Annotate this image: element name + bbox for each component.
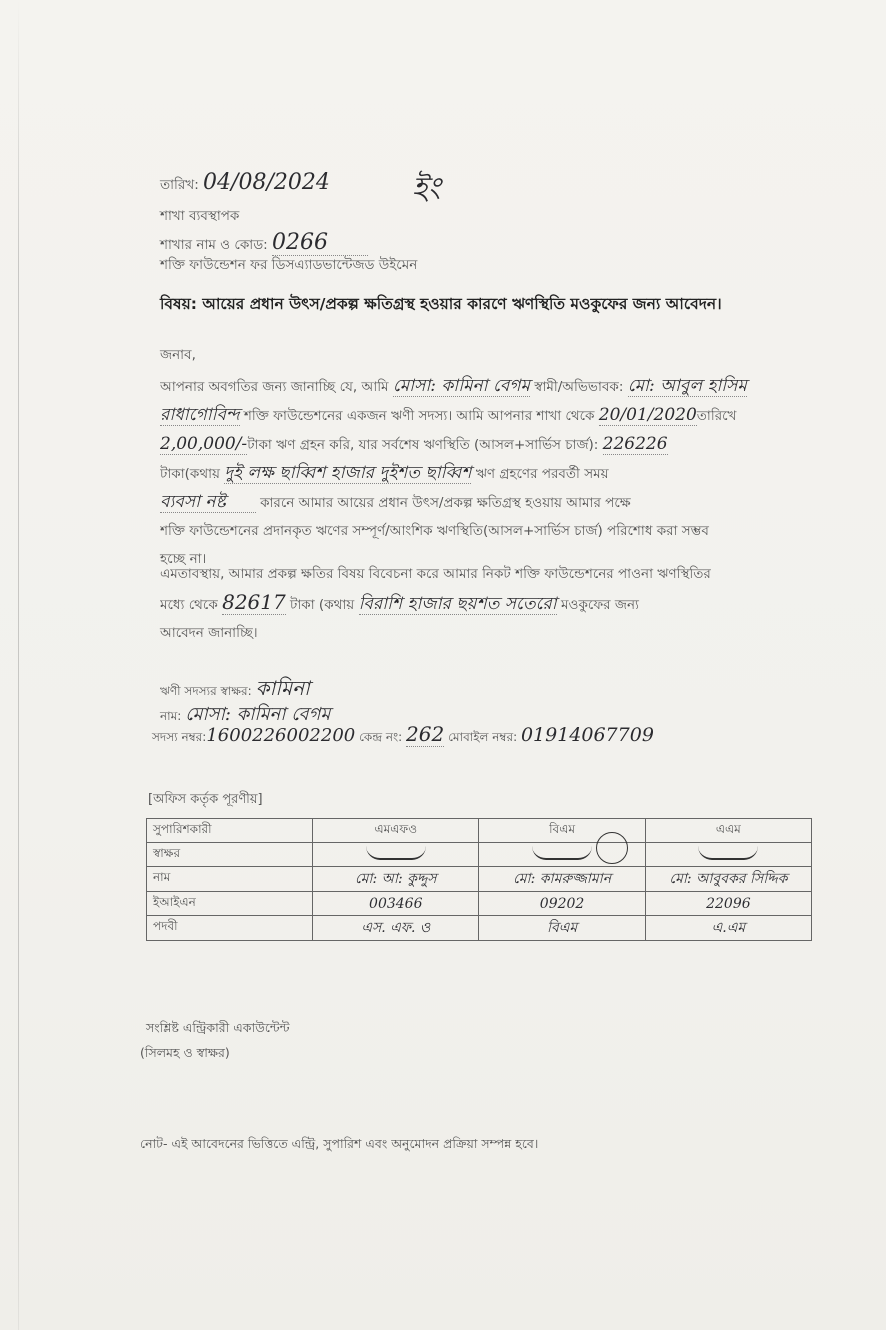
- salutation: জনাব,: [160, 347, 196, 363]
- body2-text-4: মওকুফের জন্য: [561, 597, 639, 613]
- body1-text-4: তারিখে: [696, 408, 737, 424]
- member-signature: কামিনা: [255, 676, 310, 700]
- body2-text-3: টাকা (কথায়: [290, 597, 355, 613]
- loan-amount-field: 2,00,000/-: [160, 434, 248, 454]
- reason-field: ব্যবসা নষ্ট: [160, 492, 256, 513]
- waive-words-field: বিরাশি হাজার ছয়শত সতেরো: [358, 594, 557, 614]
- member-name-field: মোসা: কামিনা বেগম: [392, 376, 530, 396]
- seal-signature-label: (সিলমহ ও স্বাক্ষর): [140, 1045, 230, 1060]
- signature-mark: [532, 846, 592, 860]
- date-scribble: ইং: [412, 171, 441, 206]
- recipient-line1: শাখা ব্যবস্থাপক: [160, 208, 240, 224]
- body2-text-5: আবেদন জানাচ্ছি।: [160, 625, 258, 641]
- table-header-cell: এএম: [645, 819, 811, 843]
- table-header-cell: বিএম: [479, 819, 645, 843]
- signature-mark: [698, 846, 758, 860]
- signature-cell: [645, 843, 811, 867]
- table-cell: 003466: [313, 892, 479, 916]
- branch-code: 0266: [272, 230, 368, 256]
- body1-text-6: টাকা(কথায়: [160, 466, 220, 482]
- date-row: [160, 170, 330, 197]
- table-cell: 09202: [479, 892, 645, 916]
- footer-note: নোট- এই আবেদনের ভিত্তিতে এন্ট্রি, সুপারিশ এবং অনুমোদন প্রক্রিয়া সম্পন্ন হবে।: [140, 1136, 539, 1151]
- table-cell: এস. এফ. ও: [313, 916, 479, 941]
- name-label: নাম:: [160, 709, 182, 723]
- member-no-label: সদস্য নম্বর:: [152, 730, 207, 744]
- accountant-label: সংশ্লিষ্ট এন্ট্রিকারী একাউন্টেন্ট: [146, 1020, 290, 1035]
- body1-text-10: হচ্ছে না।: [160, 551, 207, 567]
- body2-text-1: এমতাবস্থায়, আমার প্রকল্প ক্ষতির বিষয় বিবেচনা করে আমার নিকট শক্তি ফাউন্ডেশনের পাওনা ঋণস্থিতির: [160, 566, 711, 582]
- subject-line: বিষয়: আয়ের প্রধান উৎস/প্রকল্প ক্ষতিগ্রস্থ হওয়ার কারণে ঋণস্থিতি মওকুফের জন্য আবেদন।: [160, 295, 722, 313]
- center-no-value: 262: [406, 722, 445, 746]
- table-header-cell: সুপারিশকারী: [147, 819, 313, 843]
- table-row: [147, 867, 812, 892]
- row-label: স্বাক্ষর: [147, 843, 313, 867]
- center-label: কেন্দ্র নং:: [359, 730, 403, 744]
- body1-text-5: টাকা ঋণ গ্রহন করি, যার সর্বশেষ ঋণস্থিতি (আসল+সার্ভিস চার্জ):: [247, 437, 599, 453]
- office-section-title: [অফিস কর্তৃক পূরণীয়]: [148, 792, 263, 807]
- loan-date-field: 20/01/2020: [598, 405, 697, 425]
- page-fold-line: [18, 0, 19, 1330]
- table-cell: মো: আ: কুদ্দুস: [313, 867, 479, 892]
- body2-text-2: মধ্যে থেকে: [160, 597, 218, 613]
- guardian-field: মো: আবুল হাসিম: [627, 376, 747, 396]
- body1-text-1: আপনার অবগতির জন্য জানাচ্ছি যে, আমি: [160, 379, 389, 395]
- table-row: [147, 916, 812, 941]
- table-cell: 22096: [645, 892, 811, 916]
- body1-text-2: স্বামী/অভিভাবক:: [534, 379, 624, 395]
- date-label: তারিখ:: [160, 177, 199, 193]
- signature-cell: [313, 843, 479, 867]
- balance-words-field: দুই লক্ষ ছাব্বিশ হাজার দুইশত ছাব্বিশ: [224, 463, 472, 483]
- balance-field: 226226: [602, 434, 668, 454]
- body1-text-9: শক্তি ফাউন্ডেশনের প্রদানকৃত ঋণের সম্পূর্ণ/আংশিক ঋণস্থিতি(আসল+সার্ভিস চার্জ) পরিশোধ করা সম্ভব: [160, 523, 709, 539]
- table-row: [147, 892, 812, 916]
- mobile-label: মোবাইল নম্বর:: [448, 730, 518, 744]
- body-paragraph-2: [160, 560, 840, 647]
- approval-table: [146, 818, 812, 941]
- table-row: [147, 843, 812, 867]
- member-info-row: [152, 722, 654, 749]
- area-field: রাধাগোবিন্দ: [160, 405, 240, 425]
- table-cell: বিএম: [479, 916, 645, 941]
- table-cell: এ.এম: [645, 916, 811, 941]
- row-label: ইআইএন: [147, 892, 313, 916]
- table-cell: মো: আবুবকর সিদ্দিক: [645, 867, 811, 892]
- member-no-value: 1600226002200: [206, 725, 356, 746]
- body1-text-8: কারনে আমার আয়ের প্রধান উৎস/প্রকল্প ক্ষতিগ্রস্থ হওয়ায় আমার পক্ষে: [260, 495, 631, 511]
- body1-text-3: শক্তি ফাউন্ডেশনের একজন ঋণী সদস্য। আমি আপনার শাখা থেকে: [243, 408, 595, 424]
- signature-mark: [366, 846, 426, 860]
- date-value: 04/08/2024: [203, 170, 330, 195]
- branch-row: [160, 230, 368, 257]
- body1-text-7: ঋণ গ্রহণের পরবর্তী সময়: [475, 466, 609, 482]
- signature-label: ঋণী সদস্যর স্বাক্ষর:: [160, 684, 252, 698]
- table-cell: মো: কামরুজ্জামান: [479, 867, 645, 892]
- branch-label: শাখার নাম ও কোড:: [160, 237, 268, 253]
- member-name-signed: মোসা: কামিনা বেগম: [185, 704, 331, 725]
- row-label: পদবী: [147, 916, 313, 941]
- table-header-row: [147, 819, 812, 843]
- org-name: শক্তি ফাউন্ডেশন ফর ডিসএ্যাডভান্টেজড উইমেন: [160, 257, 418, 273]
- circle-mark-icon: [596, 832, 628, 864]
- row-label: নাম: [147, 867, 313, 892]
- body-paragraph-1: [160, 372, 840, 573]
- waive-amount-field: 82617: [222, 590, 286, 614]
- mobile-value: 01914067709: [520, 724, 654, 746]
- table-header-cell: এমএফও: [313, 819, 479, 843]
